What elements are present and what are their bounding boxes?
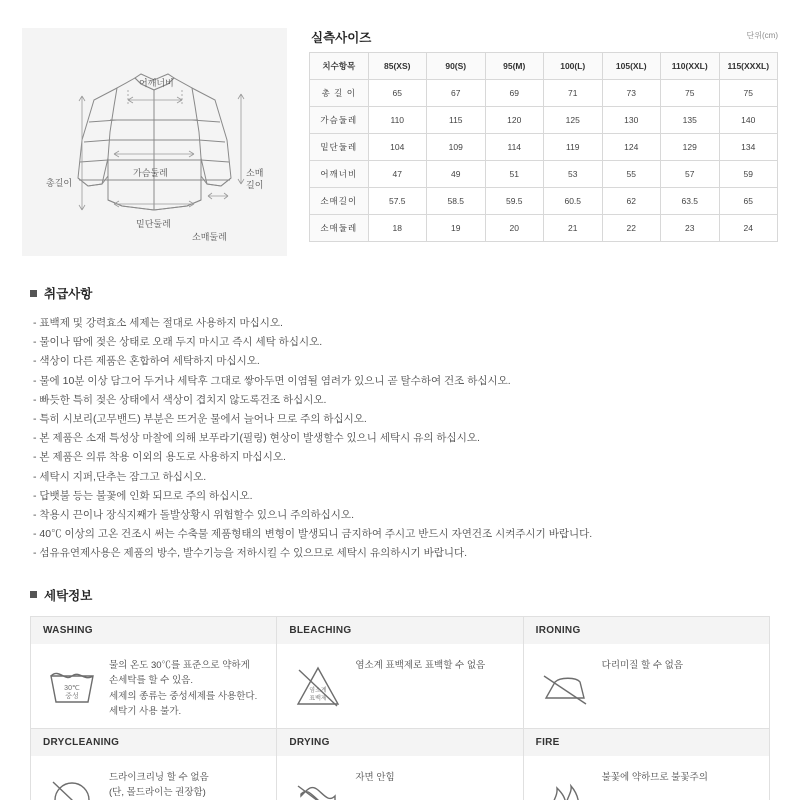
size-section [0,0,800,256]
table-row [310,188,778,215]
size-cell: 51 [485,161,544,188]
size-col-header: 85(XS) [368,53,427,80]
size-col-header: 100(L) [544,53,603,80]
wash-cell-text [109,768,209,800]
size-col-header: 치수항목 [310,53,369,80]
size-cell: 20 [485,215,544,242]
wash-cell-drying [277,729,523,800]
size-cell: 110 [368,107,427,134]
label-sleeve-width: 소매둘레 [192,232,227,242]
size-cell: 114 [485,134,544,161]
size-cell: 22 [602,215,661,242]
wash-tub-icon [43,656,101,714]
care-section-heading [30,284,770,302]
size-table-area [309,28,778,256]
list-item: - 색상이 다른 제품은 혼합하여 세탁하지 마십시오. [33,355,260,368]
list-item: - 빠듯한 특히 젖은 상태에서 색상이 겹치지 않도록건조 하십시오. [33,393,327,406]
care-section-title: 취급사항 [44,287,93,301]
size-cell: 115 [427,107,486,134]
size-cell: 24 [719,215,778,242]
list-item: - 답뱃불 등는 불꽃에 인화 되므로 주의 하십시오. [33,489,253,502]
list-item: - 본 제품은 의류 착용 이외의 용도로 사용하지 마십시오. [33,451,286,464]
wash-symbol-grid [30,616,770,800]
size-cell: 21 [544,215,603,242]
label-shoulder: 어깨너비 [139,78,174,88]
wash-text-line: 다리미질 할 수 없음 [601,659,683,671]
size-cell: 140 [719,107,778,134]
size-table [309,52,778,242]
table-row [310,161,778,188]
size-cell: 59 [719,161,778,188]
wash-cell-ironing [524,617,770,729]
size-cell: 58.5 [427,188,486,215]
size-unit-note: 단위(cm) [746,31,778,40]
wash-cell-title: DRYING [277,729,522,756]
size-cell: 65 [368,80,427,107]
size-row-label: 소매둘레 [310,215,369,242]
size-cell: 23 [661,215,720,242]
iron-icon [536,656,594,714]
wash-text-line: 물의 온도 30℃를 표준으로 약하게 [109,659,250,671]
wash-cell-text [602,656,683,674]
label-total-length: 총길이 [46,178,73,188]
size-col-header: 110(XXL) [661,53,720,80]
square-bullet-icon [30,591,37,598]
table-row [310,134,778,161]
size-row-label: 어깨너비 [310,161,369,188]
flame-icon [536,768,594,800]
svg-text:중성: 중성 [65,692,79,700]
size-cell: 134 [719,134,778,161]
svg-text:30℃: 30℃ [64,684,80,692]
list-item: - 섬유유연제사용은 제품의 방수, 발수기능을 저하시킬 수 있으므로 세탁시 유의하시기 바랍니다. [33,547,468,560]
wash-info-section [0,564,800,800]
size-col-header: 105(XL) [602,53,661,80]
size-cell: 57 [661,161,720,188]
label-chest: 가슴둘레 [133,168,168,178]
wash-section-title: 세탁정보 [44,588,93,603]
size-cell: 130 [602,107,661,134]
size-cell: 125 [544,107,603,134]
wash-cell-washing [31,617,277,729]
wash-text-line: (단, 몰드라이는 권장함) [109,787,206,799]
wash-cell-fire [524,729,770,800]
table-row [310,215,778,242]
wash-text-line: 세제의 종류는 중성세제를 사용한다. [109,690,258,702]
size-cell: 63.5 [661,188,720,215]
wash-text-line: 손세탁를 할 수 있음. [109,675,193,687]
wash-section-heading [30,586,770,604]
table-row [310,107,778,134]
list-item: - 착용시 끈이나 장식지째가 돌발상황시 위험할수 있으니 주의하십시오. [33,509,354,522]
wash-text-line: 세탁기 사용 불가. [109,706,182,718]
size-cell: 104 [368,134,427,161]
size-cell: 69 [485,80,544,107]
square-bullet-icon [30,290,37,297]
size-col-header: 115(XXXL) [719,53,778,80]
size-cell: 47 [368,161,427,188]
size-cell: 119 [544,134,603,161]
label-sleeve-length: 소매 [246,168,264,178]
size-cell: 129 [661,134,720,161]
size-table-title: 실측사이즈 [311,31,372,45]
size-row-label: 밑단둘레 [310,134,369,161]
bleach-triangle-icon [289,656,347,714]
size-col-header: 90(S) [427,53,486,80]
size-row-label: 소매길이 [310,188,369,215]
care-instruction-list [30,314,770,564]
wash-cell-title: BLEACHING [277,617,522,644]
list-item: - 물이나 땀에 젖은 상태로 오래 두지 마시고 즉시 세탁 하십시오. [33,336,323,349]
wash-text-line: 염소계 표백제로 표백할 수 없음 [355,659,486,671]
size-row-label: 총 길 이 [310,80,369,107]
wash-cell-title: IRONING [524,617,769,644]
wash-text-line: 불꽃에 약하므로 불꽃주의 [601,771,708,783]
wash-cell-text [602,768,708,786]
label-sleeve-length2: 길이 [246,180,264,190]
size-cell: 71 [544,80,603,107]
svg-text:표백제: 표백제 [309,695,328,702]
size-cell: 18 [368,215,427,242]
wash-cell-text [355,768,394,786]
wash-cell-title: WASHING [31,617,276,644]
size-cell: 73 [602,80,661,107]
list-item: - 표백제 및 강력효소 세제는 절대로 사용하지 마십시오. [33,317,283,329]
size-cell: 55 [602,161,661,188]
size-row-label: 가슴둘레 [310,107,369,134]
svg-text:염소계: 염소계 [309,687,328,694]
wash-cell-text [355,656,485,674]
wash-cell-text [109,656,257,720]
size-cell: 75 [719,80,778,107]
size-cell: 120 [485,107,544,134]
size-cell: 60.5 [544,188,603,215]
drycleaning-circle-icon [43,768,101,800]
label-hem: 밑단둘레 [136,219,171,229]
list-item: - 40℃ 이상의 고온 건조시 써는 수축물 제품형태의 변형이 발생되니 금지하여 주시고 반드시 자연건조 시켜주시기 바랍니다. [33,528,593,541]
size-cell: 53 [544,161,603,188]
size-cell: 59.5 [485,188,544,215]
list-item: - 물에 10분 이상 담그어 두거나 세탁후 그대로 쌓아두면 이염될 염려가 있으니 곧 탈수하여 건조 하십시오. [33,374,511,387]
list-item: - 특히 시보리(고무밴드) 부분은 뜨거운 물에서 늘어나 므로 주의 하십시오. [33,413,367,426]
table-row [310,80,778,107]
wash-text-line: 자면 안힘 [355,771,395,783]
size-cell: 67 [427,80,486,107]
list-item: - 세탁시 지퍼,단추는 잠그고 하십시오. [33,470,207,483]
size-cell: 75 [661,80,720,107]
size-cell: 19 [427,215,486,242]
wash-cell-bleaching [277,617,523,729]
wring-icon [289,768,347,800]
size-cell: 57.5 [368,188,427,215]
wash-cell-title: DRYCLEANING [31,729,276,756]
wash-cell-title: FIRE [524,729,769,756]
wash-cell-drycleaning [31,729,277,800]
size-cell: 124 [602,134,661,161]
size-col-header: 95(M) [485,53,544,80]
size-table-header-row [310,53,778,80]
size-cell: 49 [427,161,486,188]
garment-measurement-diagram [22,28,287,256]
size-cell: 109 [427,134,486,161]
wash-text-line: 드라이크리닝 할 수 없음 [109,771,209,783]
size-cell: 65 [719,188,778,215]
size-cell: 62 [602,188,661,215]
size-cell: 135 [661,107,720,134]
care-instructions-section [0,256,800,564]
list-item: - 본 제품은 소재 특성상 마찰에 의해 보푸라기(필링) 현상이 발생할수 있으니 세탁시 유의 하십시오. [33,432,480,445]
